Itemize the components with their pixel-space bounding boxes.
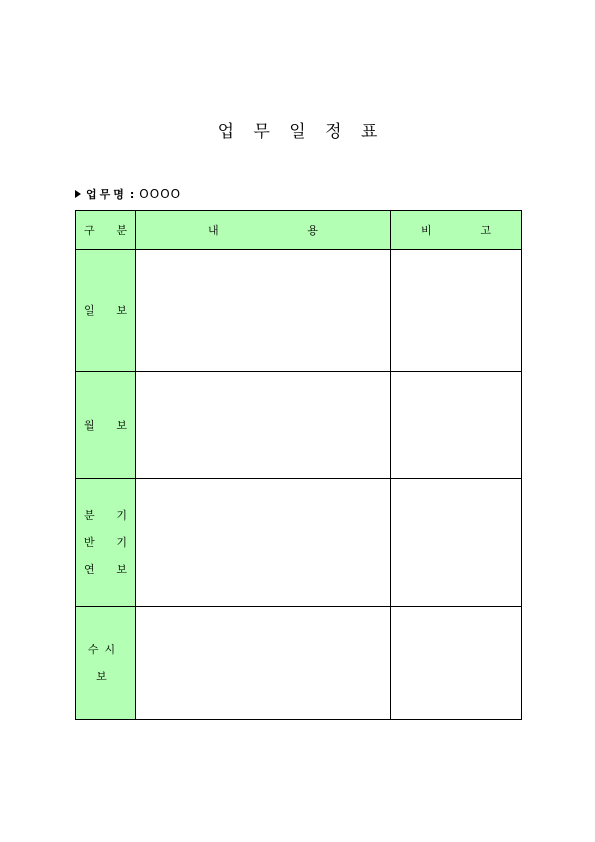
task-value: OOOO	[139, 187, 182, 201]
category-text: 기	[116, 536, 127, 549]
title-char: 무	[253, 122, 270, 142]
category-text: 보	[116, 418, 127, 432]
header-category	[76, 211, 136, 250]
title-char: 업	[217, 122, 235, 142]
note-cell-monthly[interactable]	[391, 372, 522, 479]
header-text: 고	[480, 224, 491, 237]
note-cell-periodic[interactable]	[391, 479, 522, 607]
table-row-monthly	[76, 372, 522, 479]
content-cell-monthly[interactable]	[136, 372, 391, 479]
header-text: 구	[84, 224, 95, 237]
category-text: 일	[84, 304, 95, 317]
category-text: 수시보	[87, 643, 122, 683]
title-char: 정	[325, 122, 342, 142]
task-name-line	[75, 186, 181, 202]
category-text: 보	[116, 304, 127, 317]
table-row-daily	[76, 250, 522, 372]
category-adhoc	[76, 607, 136, 720]
title-char: 일	[289, 122, 306, 142]
task-separator: :	[129, 187, 135, 201]
note-cell-daily[interactable]	[391, 250, 522, 372]
schedule-table	[75, 210, 522, 720]
task-label: 업무명	[86, 188, 127, 201]
header-note	[391, 211, 522, 250]
table-header-row	[76, 211, 522, 250]
category-daily	[76, 250, 136, 372]
header-content	[136, 211, 391, 250]
content-cell-periodic[interactable]	[136, 479, 391, 607]
table-row-periodic	[76, 479, 522, 607]
header-text: 용	[307, 224, 318, 237]
category-periodic	[76, 479, 136, 607]
category-text: 반	[84, 536, 95, 549]
table-row-adhoc	[76, 607, 522, 720]
category-monthly	[76, 372, 136, 479]
title-char: 표	[360, 122, 378, 142]
category-text: 기	[116, 509, 127, 522]
category-text: 분	[84, 509, 95, 522]
document-title	[0, 117, 595, 142]
category-text: 보	[116, 563, 127, 576]
category-text: 월	[84, 418, 95, 432]
content-cell-daily[interactable]	[136, 250, 391, 372]
category-text: 연	[84, 563, 95, 576]
content-cell-adhoc[interactable]	[136, 607, 391, 720]
header-text: 비	[421, 224, 432, 237]
header-text: 분	[116, 224, 127, 237]
note-cell-adhoc[interactable]	[391, 607, 522, 720]
triangle-bullet-icon	[75, 190, 81, 198]
header-text: 내	[208, 224, 219, 237]
